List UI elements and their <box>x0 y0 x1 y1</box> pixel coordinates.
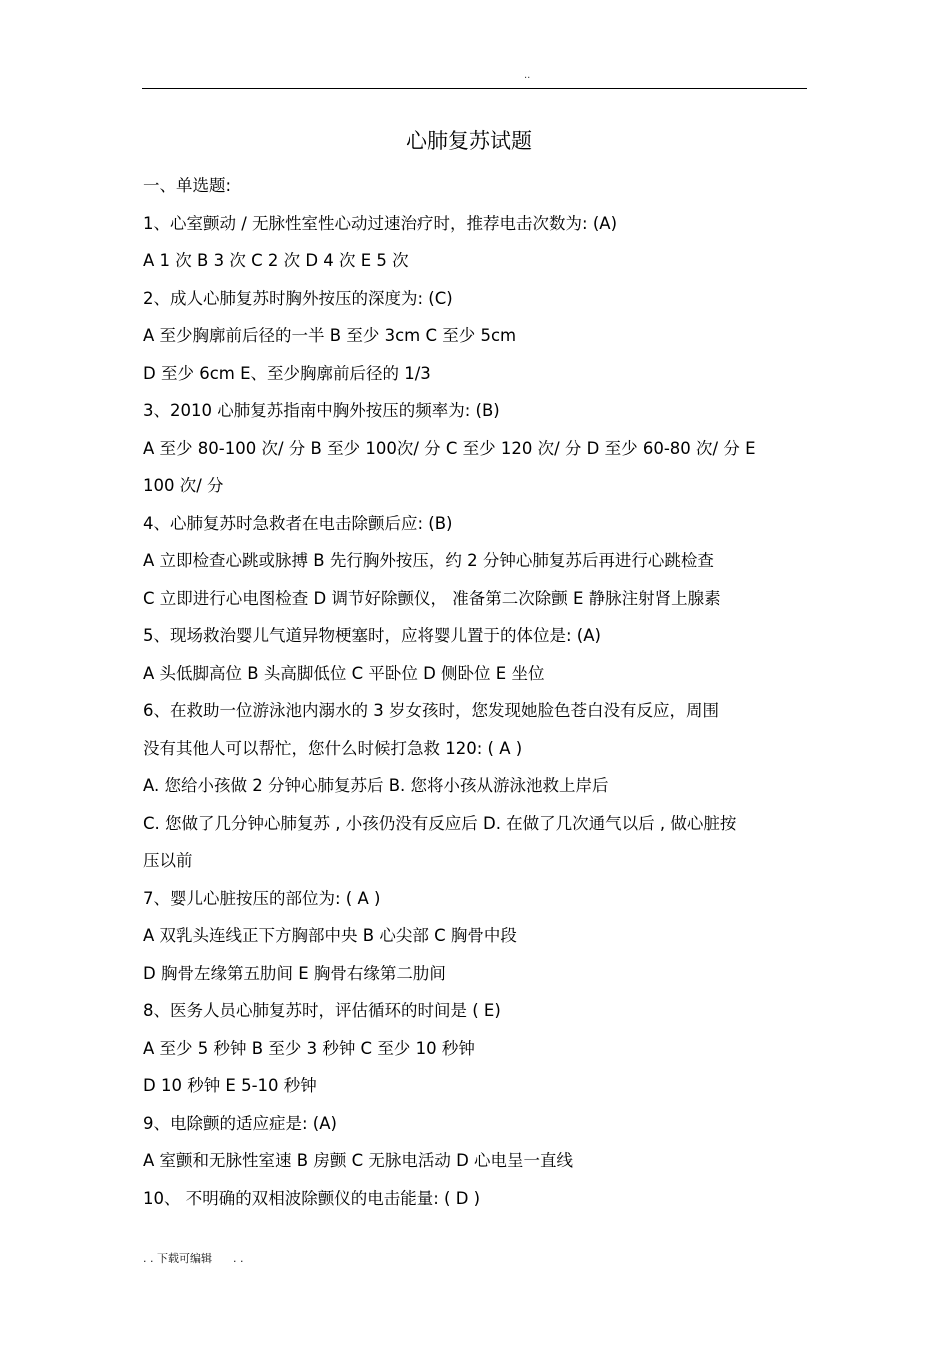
options-line: C 立即进行心电图检查 D 调节好除颤仪， 准备第二次除颤 E 静脉注射肾上腺素 <box>143 588 721 608</box>
options-line: A 双乳头连线正下方胸部中央 B 心尖部 C 胸骨中段 <box>143 926 517 945</box>
options-line: 100 次/ 分 <box>143 476 224 495</box>
options-line: 压以前 <box>143 851 193 870</box>
options-line: A 头低脚高位 B 头高脚低位 C 平卧位 D 侧卧位 E 坐位 <box>143 663 545 683</box>
section-heading: 一、单选题: <box>143 176 232 195</box>
options-line: A 至少 80-100 次/ 分 B 至少 100次/ 分 C 至少 120 次/ 分 D 至少 60-80 次/ 分 E <box>143 438 756 458</box>
options-line: D 10 秒钟 E 5-10 秒钟 <box>143 1076 317 1095</box>
options-line: A. 您给小孩做 2 分钟心肺复苏后 B. 您将小孩从游泳池救上岸后 <box>143 776 609 795</box>
options-line: A 至少 5 秒钟 B 至少 3 秒钟 C 至少 10 秒钟 <box>143 1038 475 1058</box>
question-line: 3、2010 心肺复苏指南中胸外按压的频率为: (B) <box>143 401 500 420</box>
options-line: A 室颤和无脉性室速 B 房颤 C 无脉电活动 D 心电呈一直线 <box>143 1151 574 1170</box>
page-title: 心肺复苏试题 <box>406 129 532 153</box>
question-line: 4、心肺复苏时急救者在电击除颤后应: (B) <box>143 513 453 533</box>
question-line: 2、成人心肺复苏时胸外按压的深度为: (C) <box>143 288 453 308</box>
question-line: 8、医务人员心肺复苏时，评估循环的时间是 ( E) <box>143 1001 501 1020</box>
question-line: 10、 不明确的双相波除颤仪的电击能量: ( D ) <box>143 1188 481 1208</box>
question-line: 1、心室颤动 / 无脉性室性心动过速治疗时，推荐电击次数为: (A) <box>143 213 618 233</box>
header-mark: .. <box>524 70 531 81</box>
options-line: D 至少 6cm E、至少胸廓前后径的 1/3 <box>143 363 431 383</box>
footer-note: . . 下载可编辑 . . <box>143 1252 244 1265</box>
question-line: 6、在救助一位游泳池内溺水的 3 岁女孩时，您发现她脸色苍白没有反应，周围 <box>143 701 719 720</box>
question-body <box>143 172 813 1222</box>
options-line: C. 您做了几分钟心肺复苏 , 小孩仍没有反应后 D. 在做了几次通气以后 , 做心脏按 <box>143 813 737 833</box>
options-line: D 胸骨左缘第五肋间 E 胸骨右缘第二肋间 <box>143 963 446 983</box>
options-line: A 1 次 B 3 次 C 2 次 D 4 次 E 5 次 <box>143 251 409 270</box>
question-line: 没有其他人可以帮忙，您什么时候打急救 120: ( A ) <box>143 738 523 758</box>
options-line: A 立即检查心跳或脉搏 B 先行胸外按压，约 2 分钟心肺复苏后再进行心跳检查 <box>143 551 714 570</box>
question-line: 7、婴儿心脏按压的部位为: ( A ) <box>143 888 381 908</box>
question-line: 9、电除颤的适应症是: (A) <box>143 1113 337 1133</box>
question-line: 5、现场救治婴儿气道异物梗塞时，应将婴儿置于的体位是: (A) <box>143 626 601 645</box>
header-rule <box>142 88 807 89</box>
options-line: A 至少胸廓前后径的一半 B 至少 3cm C 至少 5cm <box>143 326 517 345</box>
